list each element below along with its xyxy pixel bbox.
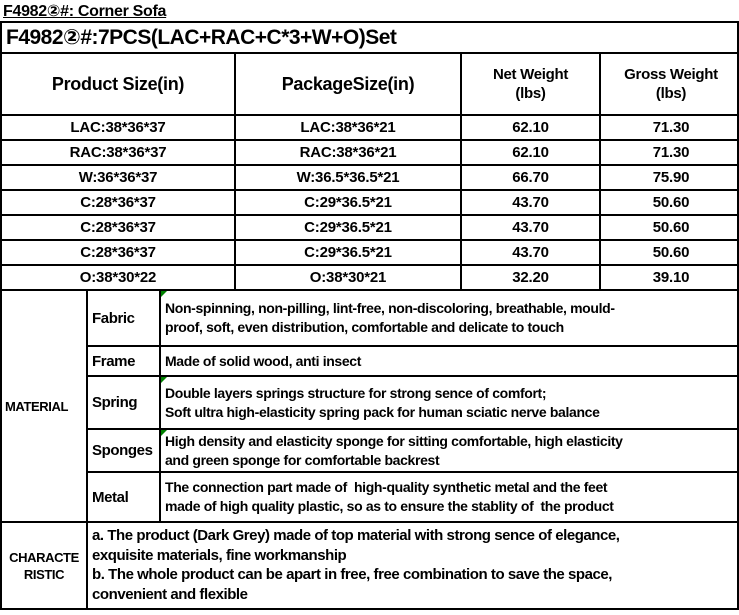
table-cell-package: C:29*36.5*21 [234,189,460,214]
col-header-gross-weight [599,54,739,114]
desc-line: The connection part made of high-quality synthetic metal and the feet [165,479,608,495]
table-cell-package: O:38*30*21 [234,264,460,289]
desc-line: Made of solid wood, anti insect [165,352,362,369]
material-name-fabric: Fabric [86,291,159,345]
material-desc-frame [159,345,737,375]
table-cell-product: O:38*30*22 [2,264,234,289]
table-cell-product: C:28*36*37 [2,189,234,214]
desc-line: Double layers springs structure for strong sence of comfort; [165,384,547,401]
table-cell-gross: 50.60 [599,214,739,239]
table-cell-net: 66.70 [460,164,599,189]
characteristic-section [2,523,737,608]
gross-weight-line2: (lbs) [655,85,687,102]
desc-line: made of high quality plastic, so as to ensure the stablity of the product [165,498,614,514]
material-name-frame: Frame [86,345,159,375]
desc-line: and green sponge for comfortable backrest [165,451,440,468]
spec-table-box [0,21,739,610]
table-cell-gross: 50.60 [599,239,739,264]
desc-line: High density and elasticity sponge for sitting comfortable, high elasticity [165,432,623,449]
desc-line: Soft ultra high-elasticity spring pack for human sciatic nerve balance [165,403,600,420]
characteristic-line: b. The whole product can be apart in free, free combination to save the space, [92,566,613,583]
characteristic-line: exquisite materials, fine workmanship [92,546,347,564]
table-cell-gross: 75.90 [599,164,739,189]
col-header-net-weight [460,54,599,114]
table-cell-net: 32.20 [460,264,599,289]
table-cell-product: C:28*36*37 [2,214,234,239]
table-cell-package: W:36.5*36.5*21 [234,164,460,189]
material-desc-fabric [159,291,737,345]
characteristic-text [86,523,737,608]
cell-comment-marker-icon [161,291,167,297]
gross-weight-line1: Gross Weight [624,66,718,83]
desc-line: proof, soft, even distribution, comfortable and delicate to touch [165,319,564,335]
net-weight-line1: Net Weight [492,66,569,83]
desc-line: Non-spinning, non-pilling, lint-free, non-discoloring, breathable, mould- [165,300,615,316]
table-cell-net: 43.70 [460,189,599,214]
material-desc-metal [159,471,737,521]
cell-comment-marker-icon [161,377,167,383]
table-cell-net: 43.70 [460,214,599,239]
table-cell-net: 62.10 [460,114,599,139]
col-header-product-size: Product Size(in) [51,73,185,94]
col-header-package-size: PackageSize(in) [234,54,460,114]
material-section [2,291,737,523]
table-cell-gross: 50.60 [599,189,739,214]
table-cell-net: 62.10 [460,139,599,164]
characteristic-label-line1: CHARACTE [9,549,79,565]
material-name-metal: Metal [86,471,159,521]
table-cell-product: RAC:38*36*37 [2,139,234,164]
table-cell-product: W:36*36*37 [2,164,234,189]
table-cell-gross: 39.10 [599,264,739,289]
cell-comment-marker-icon [161,430,167,436]
table-cell-package: LAC:38*36*21 [234,114,460,139]
characteristic-line: a. The product (Dark Grey) made of top material with strong sence of elegance, [92,527,620,544]
page-title: F4982②#: Corner Sofa [3,3,167,20]
table-cell-product: C:28*36*37 [2,239,234,264]
table-cell-product: LAC:38*36*37 [2,114,234,139]
material-name-spring: Spring [86,375,159,428]
material-desc-spring [159,375,737,428]
material-name-sponges: Sponges [86,428,159,471]
table-cell-package: C:29*36.5*21 [234,239,460,264]
set-header: F4982②#:7PCS(LAC+RAC+C*3+W+O)Set [2,23,737,54]
table-cell-package: RAC:38*36*21 [234,139,460,164]
size-weight-table [2,54,737,291]
characteristic-label-line2: RISTIC [23,566,65,582]
characteristic-section-label [2,523,86,608]
material-desc-sponges [159,428,737,471]
table-cell-gross: 71.30 [599,114,739,139]
table-cell-gross: 71.30 [599,139,739,164]
table-cell-net: 43.70 [460,239,599,264]
net-weight-line2: (lbs) [515,85,546,102]
table-cell-package: C:29*36.5*21 [234,214,460,239]
material-section-label: MATERIAL [5,398,68,414]
characteristic-line: convenient and flexible [92,585,248,603]
